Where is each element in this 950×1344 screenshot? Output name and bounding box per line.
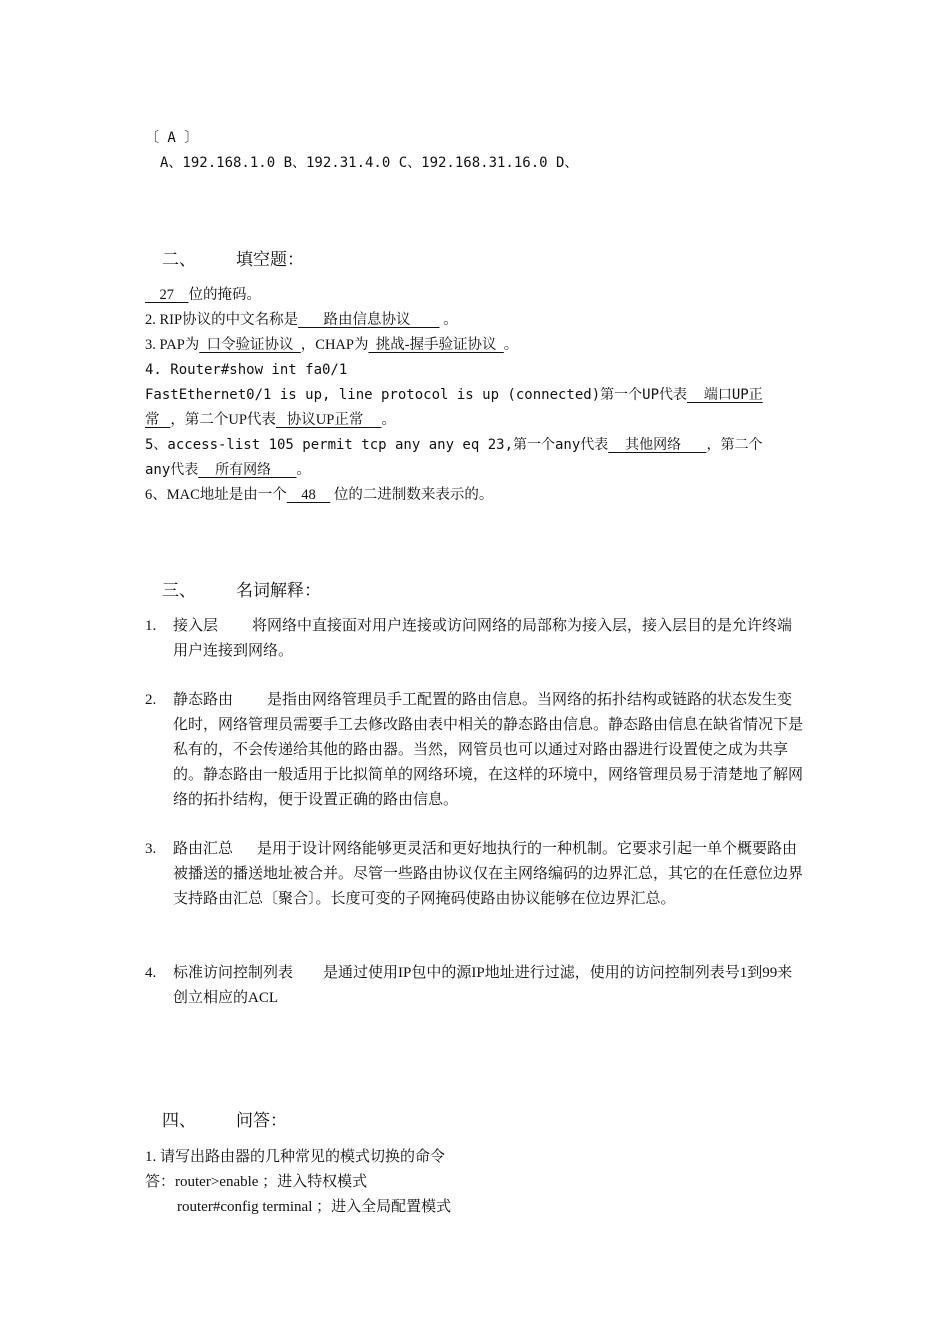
- answer-text: router>enable ；进入特权模式: [175, 1174, 368, 1190]
- answer-prefix: 答：: [145, 1174, 176, 1190]
- term-definition-4: [145, 961, 807, 1011]
- qa-answer-line-2: router#config terminal ；进入全局配置模式: [177, 1199, 452, 1215]
- fill-text: 3. PAP为: [145, 337, 200, 353]
- fill-blank: 所有网络: [198, 462, 297, 478]
- fill-question-5-line-1: [145, 433, 815, 457]
- section-number: 二、: [162, 250, 196, 269]
- term-name: 接入层: [173, 618, 219, 634]
- fill-question-4-line-3: [145, 408, 815, 432]
- term-name: 标准访问控制列表: [173, 965, 294, 981]
- fill-blank: 端口UP正: [687, 387, 763, 403]
- fill-blank: 路由信息协议: [298, 312, 440, 328]
- section-number: 三、: [162, 581, 196, 600]
- options-line: A、192.168.1.0 B、192.31.4.0 C、192.168.31.16.0 D、: [160, 155, 579, 171]
- term-definition-1: [145, 614, 807, 664]
- fill-text: 位的二进制数来表示的。: [330, 487, 494, 503]
- fill-question-2: [145, 308, 815, 332]
- fill-text: 。: [503, 337, 519, 353]
- fill-blank: 48: [286, 487, 331, 503]
- fill-text: any代表: [145, 462, 199, 478]
- qa-question-1: 1. 请写出路由器的几种常见的模式切换的命令: [145, 1149, 446, 1165]
- term-number: 2.: [145, 692, 157, 708]
- fill-text: ，第二个UP代表: [170, 412, 276, 428]
- fill-question-4-line-1: 4. Router#show int fa0/1: [145, 362, 348, 378]
- section-title: 填空题：: [236, 250, 304, 269]
- fill-blank: 协议UP正常: [275, 412, 382, 428]
- fill-text: ，CHAP为: [300, 337, 369, 353]
- fill-text: FastEthernet0/1 is up, line protocol is up (connected)第一个UP代表: [145, 387, 688, 403]
- term-definition-3: [145, 837, 807, 912]
- fill-blank: 常: [145, 412, 171, 428]
- term-number: 4.: [145, 965, 157, 981]
- answer-bracket: 〔 A 〕: [145, 130, 199, 146]
- fill-text: 2. RIP协议的中文名称是: [145, 312, 299, 328]
- section-title: 名词解释：: [236, 581, 321, 600]
- term-text: 是通过使用IP包中的源IP地址进行过滤，使用的访问控制列表号1到99来创立相应的ACL: [173, 965, 793, 1006]
- term-number: 3.: [145, 841, 157, 857]
- term-definition-2: [145, 688, 807, 813]
- fill-question-6: [145, 483, 815, 507]
- term-text: 是指由网络管理员手工配置的路由信息。当网络的拓扑结构或链路的状态发生变化时，网络管理员需要手工去修改路由表中相关的静态路由信息。静态路由信息在缺省情况下是私有的，不会传递给其他的路由器。当然，网管员也可以通过对路由器进行设置使之成为共享的。静态路由一般适用于比拟简单的网络环境，在这样的环境中，网络管理员易于清楚地了解网络的拓扑结构，便于设置正确的路由信息。: [173, 692, 804, 808]
- qa-answer-line-1: [145, 1170, 815, 1194]
- fill-text: 6、MAC地址是由一个: [145, 487, 287, 503]
- fill-text: 5、access-list 105 permit tcp any any eq 23,第一个any代表: [145, 437, 609, 453]
- term-number: 1.: [145, 618, 157, 634]
- fill-text: 。: [381, 412, 396, 428]
- fill-question-4-line-2: [145, 383, 815, 407]
- fill-question-5-line-2: [145, 458, 815, 482]
- fill-blank: 挑战-握手验证协议: [368, 337, 504, 353]
- fill-text: ，第二个: [706, 437, 763, 453]
- section-title: 问答：: [236, 1111, 287, 1130]
- fill-text: 。: [439, 312, 458, 328]
- term-text: 是用于设计网络能够更灵活和更好地执行的一种机制。它要求引起一单个概要路由被播送的播送地址被合并。尽管一些路由协议仅在主网络编码的边界汇总，其它的在任意位边界支持路由汇总〔聚合〕。长度可变的子网掩码使路由协议能够在位边界汇总。: [173, 841, 804, 907]
- term-name: 静态路由: [173, 692, 234, 708]
- fill-text: 。: [296, 462, 311, 478]
- fill-blank: 27: [145, 287, 189, 303]
- fill-question-3: [145, 333, 815, 357]
- section-number: 四、: [162, 1111, 196, 1130]
- fill-blank: 口令验证协议: [199, 337, 301, 353]
- term-name: 路由汇总: [173, 841, 234, 857]
- fill-blank: 其他网络: [608, 437, 707, 453]
- term-text: 将网络中直接面对用户连接或访问网络的局部称为接入层，接入层目的是允许终端用户连接到网络。: [173, 618, 793, 659]
- fill-question-1: [145, 283, 815, 307]
- fill-text: 位的掩码。: [188, 287, 261, 303]
